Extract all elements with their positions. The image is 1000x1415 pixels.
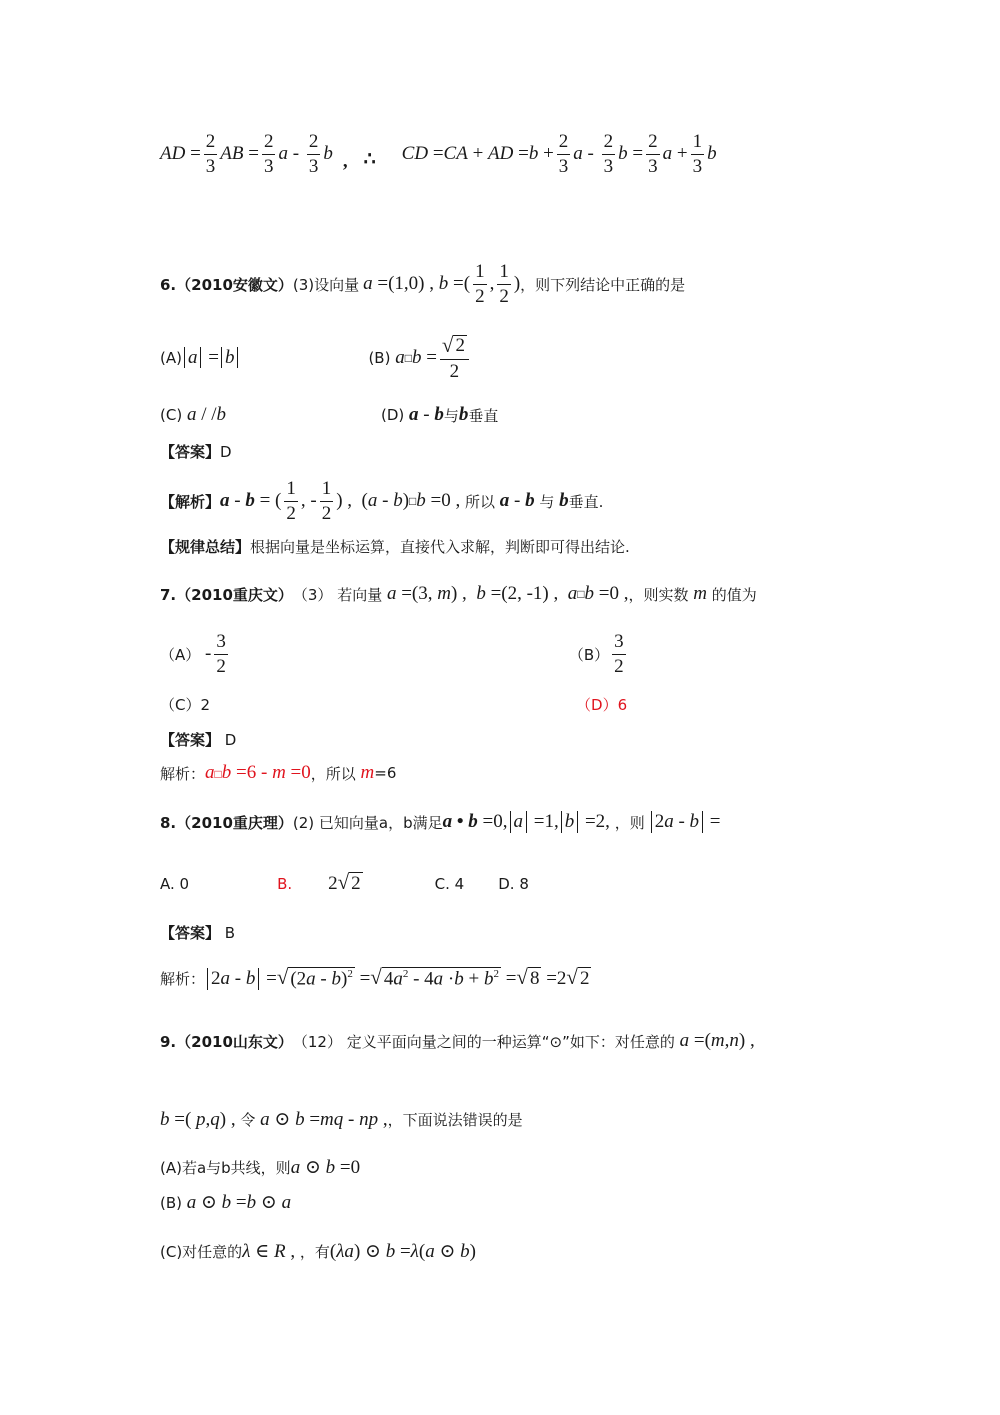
q9-option-a: (A)若a与b共线，则 a ⊙ b =0 xyxy=(160,1156,361,1178)
q7-analysis: 解析： a□b =6 - m =0 ，所以 m =6 xyxy=(160,762,397,783)
q7-option-b: （B） xyxy=(568,645,610,664)
q7-stem: 7.（2010重庆文） （3） 若向量 a =(3, m ) , b =(2, -1) , a □ b =0 , ，则实数 m 的值为 xyxy=(160,583,757,604)
q6-option-b: (B) xyxy=(368,349,391,368)
q6-option-c: (C) xyxy=(160,406,183,424)
q8-option-a: A. 0 xyxy=(160,874,190,893)
q8-option-c: C. 4 xyxy=(434,874,465,893)
q8-answer: 【答案】 B xyxy=(160,923,236,942)
q9-stem-line2: b =( p , q ) , 令 a ⊙ b = mq - np , ，下面说法错误的是 xyxy=(160,1108,523,1130)
q9-stem: 9.（2010山东文） （12） 定义平面向量之间的一种运算“⊙”如下：对任意的 a =( m , n ) , xyxy=(160,1030,755,1051)
q8-analysis: 解析： 2a - b = √ (2a - b)$^2$ = √ $4a^2 - 4a \cdot b + b^2$ = √ 8 =2 √ 2 xyxy=(160,965,590,990)
therefore-symbol: ∴ xyxy=(363,148,376,170)
q6-summary: 【规律总结】 根据向量是坐标运算，直接代入求解，判断即可得出结论. xyxy=(160,538,630,556)
q9-title: 9.（2010山东文） xyxy=(160,1032,293,1051)
q9-option-b: (B) a ⊙ b = b ⊙ a xyxy=(160,1191,292,1213)
q7-title: 7.（2010重庆文） xyxy=(160,585,293,604)
q6-title: 6.（2010安徽文） xyxy=(160,275,293,294)
q7-option-d: （D）6 xyxy=(576,696,628,714)
q6-analysis: 【解析】 a - b = ( $\frac{1}{2}$ , - $\frac{1}{2}$ ) , ( a - b ) □ b =0 , 所以 a - b 与 b 垂直. xyxy=(160,478,604,524)
q8-title: 8.（2010重庆理） xyxy=(160,813,293,832)
q7-options-ab: （A） - $\frac{3}{2}$ （B） $\frac{3}{2}$ xyxy=(160,631,624,677)
q8-stem: 8.（2010重庆理） (2) 已知向量a，b满足 a • b =0, a =1, b =2, ，则 2a - b = xyxy=(160,811,721,832)
q6-stem: 6.（2010安徽文） (3)设向量 a =(1,0) , b =( $\frac{1}{2}$ , $\frac{1}{2}$ ) ，则下列结论中正确的是 xyxy=(160,261,686,307)
q7-option-c: （C）2 xyxy=(160,696,211,714)
q6-answer: 【答案】 D xyxy=(160,442,232,461)
q7-options-cd xyxy=(160,694,627,715)
q6-options-ab: (A) a = b (B) a □ b = √ 2 2 xyxy=(160,335,472,382)
q8-option-d: D. 8 xyxy=(498,874,529,893)
q8-options: A. 0 B. 2 √ 2 C. 4 D. 8 xyxy=(160,870,529,894)
q7-answer: 【答案】 D xyxy=(160,730,237,749)
q6-options-cd: (C) a / / b (D) a - b 与 b 垂直 xyxy=(160,404,499,425)
q9-option-c: (C)对任意的 λ ∈ R , ，有 ( λa ) ⊙ b = λ ( a ⊙ b ) xyxy=(160,1240,476,1262)
q7-option-a: （A） xyxy=(160,645,201,664)
q6-option-a: (A) xyxy=(160,349,182,368)
q8-option-b: B. xyxy=(277,874,293,893)
q5-solution-line: AD = $\frac{2}{3}$ AB = $\frac{2}{3}$ a - $\frac{2}{3}$ b , ∴ CD = CA + AD = b + $\frac{2}{3}$ a - $\frac{2}{3}$ b = $\frac{2}{3}$ a + $\frac{1}{3}$ b xyxy=(160,131,717,177)
q6-option-d: (D) xyxy=(381,406,405,424)
